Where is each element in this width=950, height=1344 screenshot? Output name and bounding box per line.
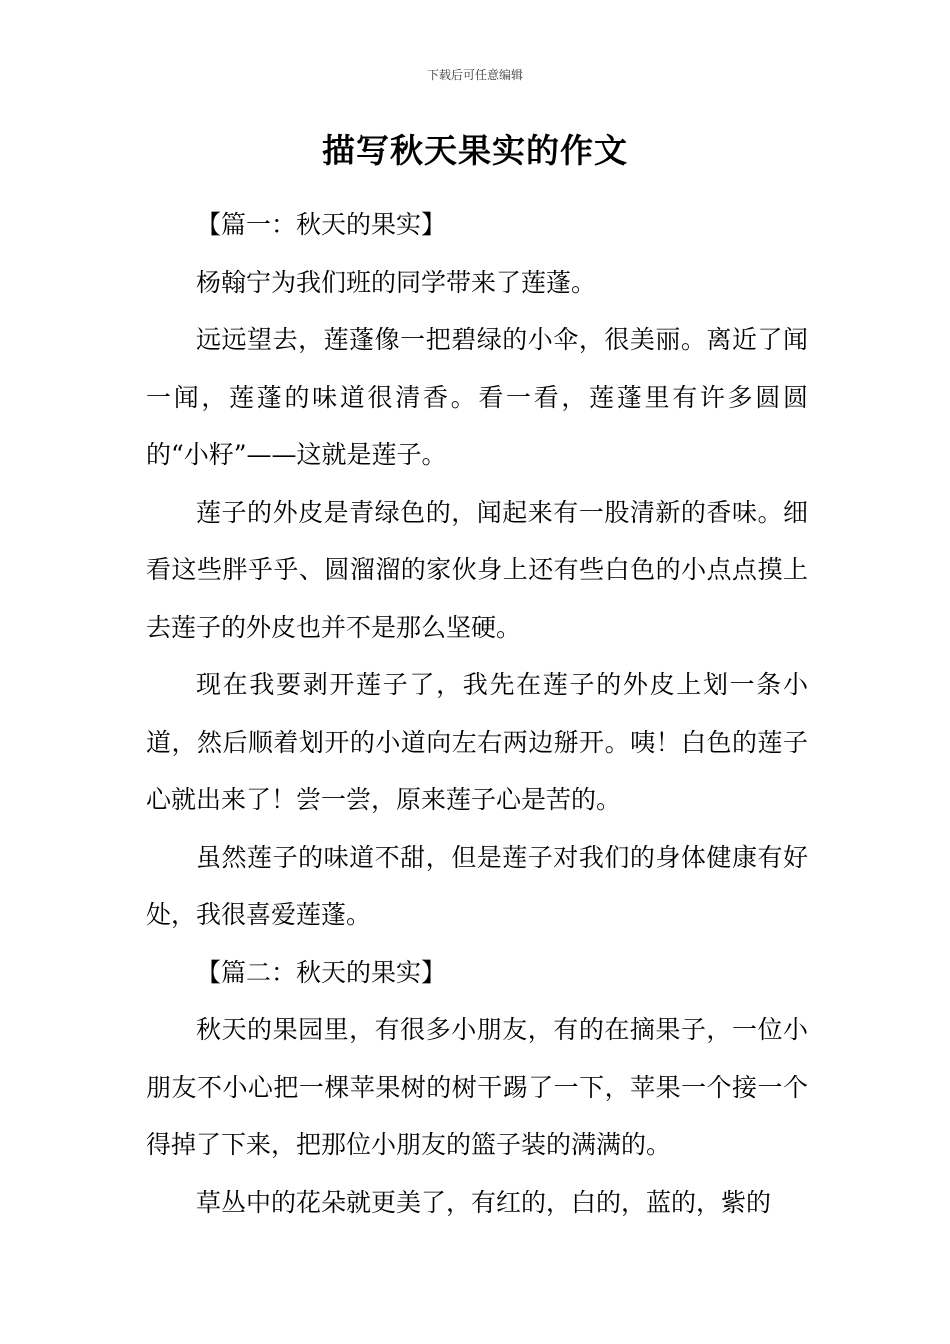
paragraph: 虽然莲子的味道不甜，但是莲子对我们的身体健康有好处，我很喜爱莲蓬。 [146,842,808,929]
paragraph: 莲子的外皮是青绿色的，闻起来有一股清新的香味。细看这些胖乎乎、圆溜溜的家伙身上还有些白色的小点点摸上去莲子的外皮也并不是那么坚硬。 [146,497,808,642]
document-body [146,196,808,1231]
paragraph: 杨翰宁为我们班的同学带来了莲蓬。 [196,267,597,297]
section-heading-2: 【篇二：秋天的果实】 [196,957,447,987]
paragraph: 现在我要剥开莲子了，我先在莲子的外皮上划一条小道，然后顺着划开的小道向左右两边掰开。咦！白色的莲子心就出来了！尝一尝，原来莲子心是苦的。 [146,670,808,814]
section-heading-1: 【篇一：秋天的果实】 [196,210,447,239]
header-note: 下载后可任意编辑 [426,68,523,82]
paragraph: 草丛中的花朵就更美了，有红的，白的，蓝的，紫的 [196,1187,772,1217]
paragraph: 远远望去，莲蓬像一把碧绿的小伞，很美丽。离近了闻一闻，莲蓬的味道很清香。看一看，莲蓬里有许多圆圆的“小籽”——这就是莲子。 [146,325,808,469]
paragraph: 秋天的果园里，有很多小朋友，有的在摘果子，一位小朋友不小心把一棵苹果树的树干踢了一下，苹果一个接一个得掉了下来，把那位小朋友的篮子装的满满的。 [146,1015,808,1159]
document-title: 描写秋天果实的作文 [322,131,628,170]
